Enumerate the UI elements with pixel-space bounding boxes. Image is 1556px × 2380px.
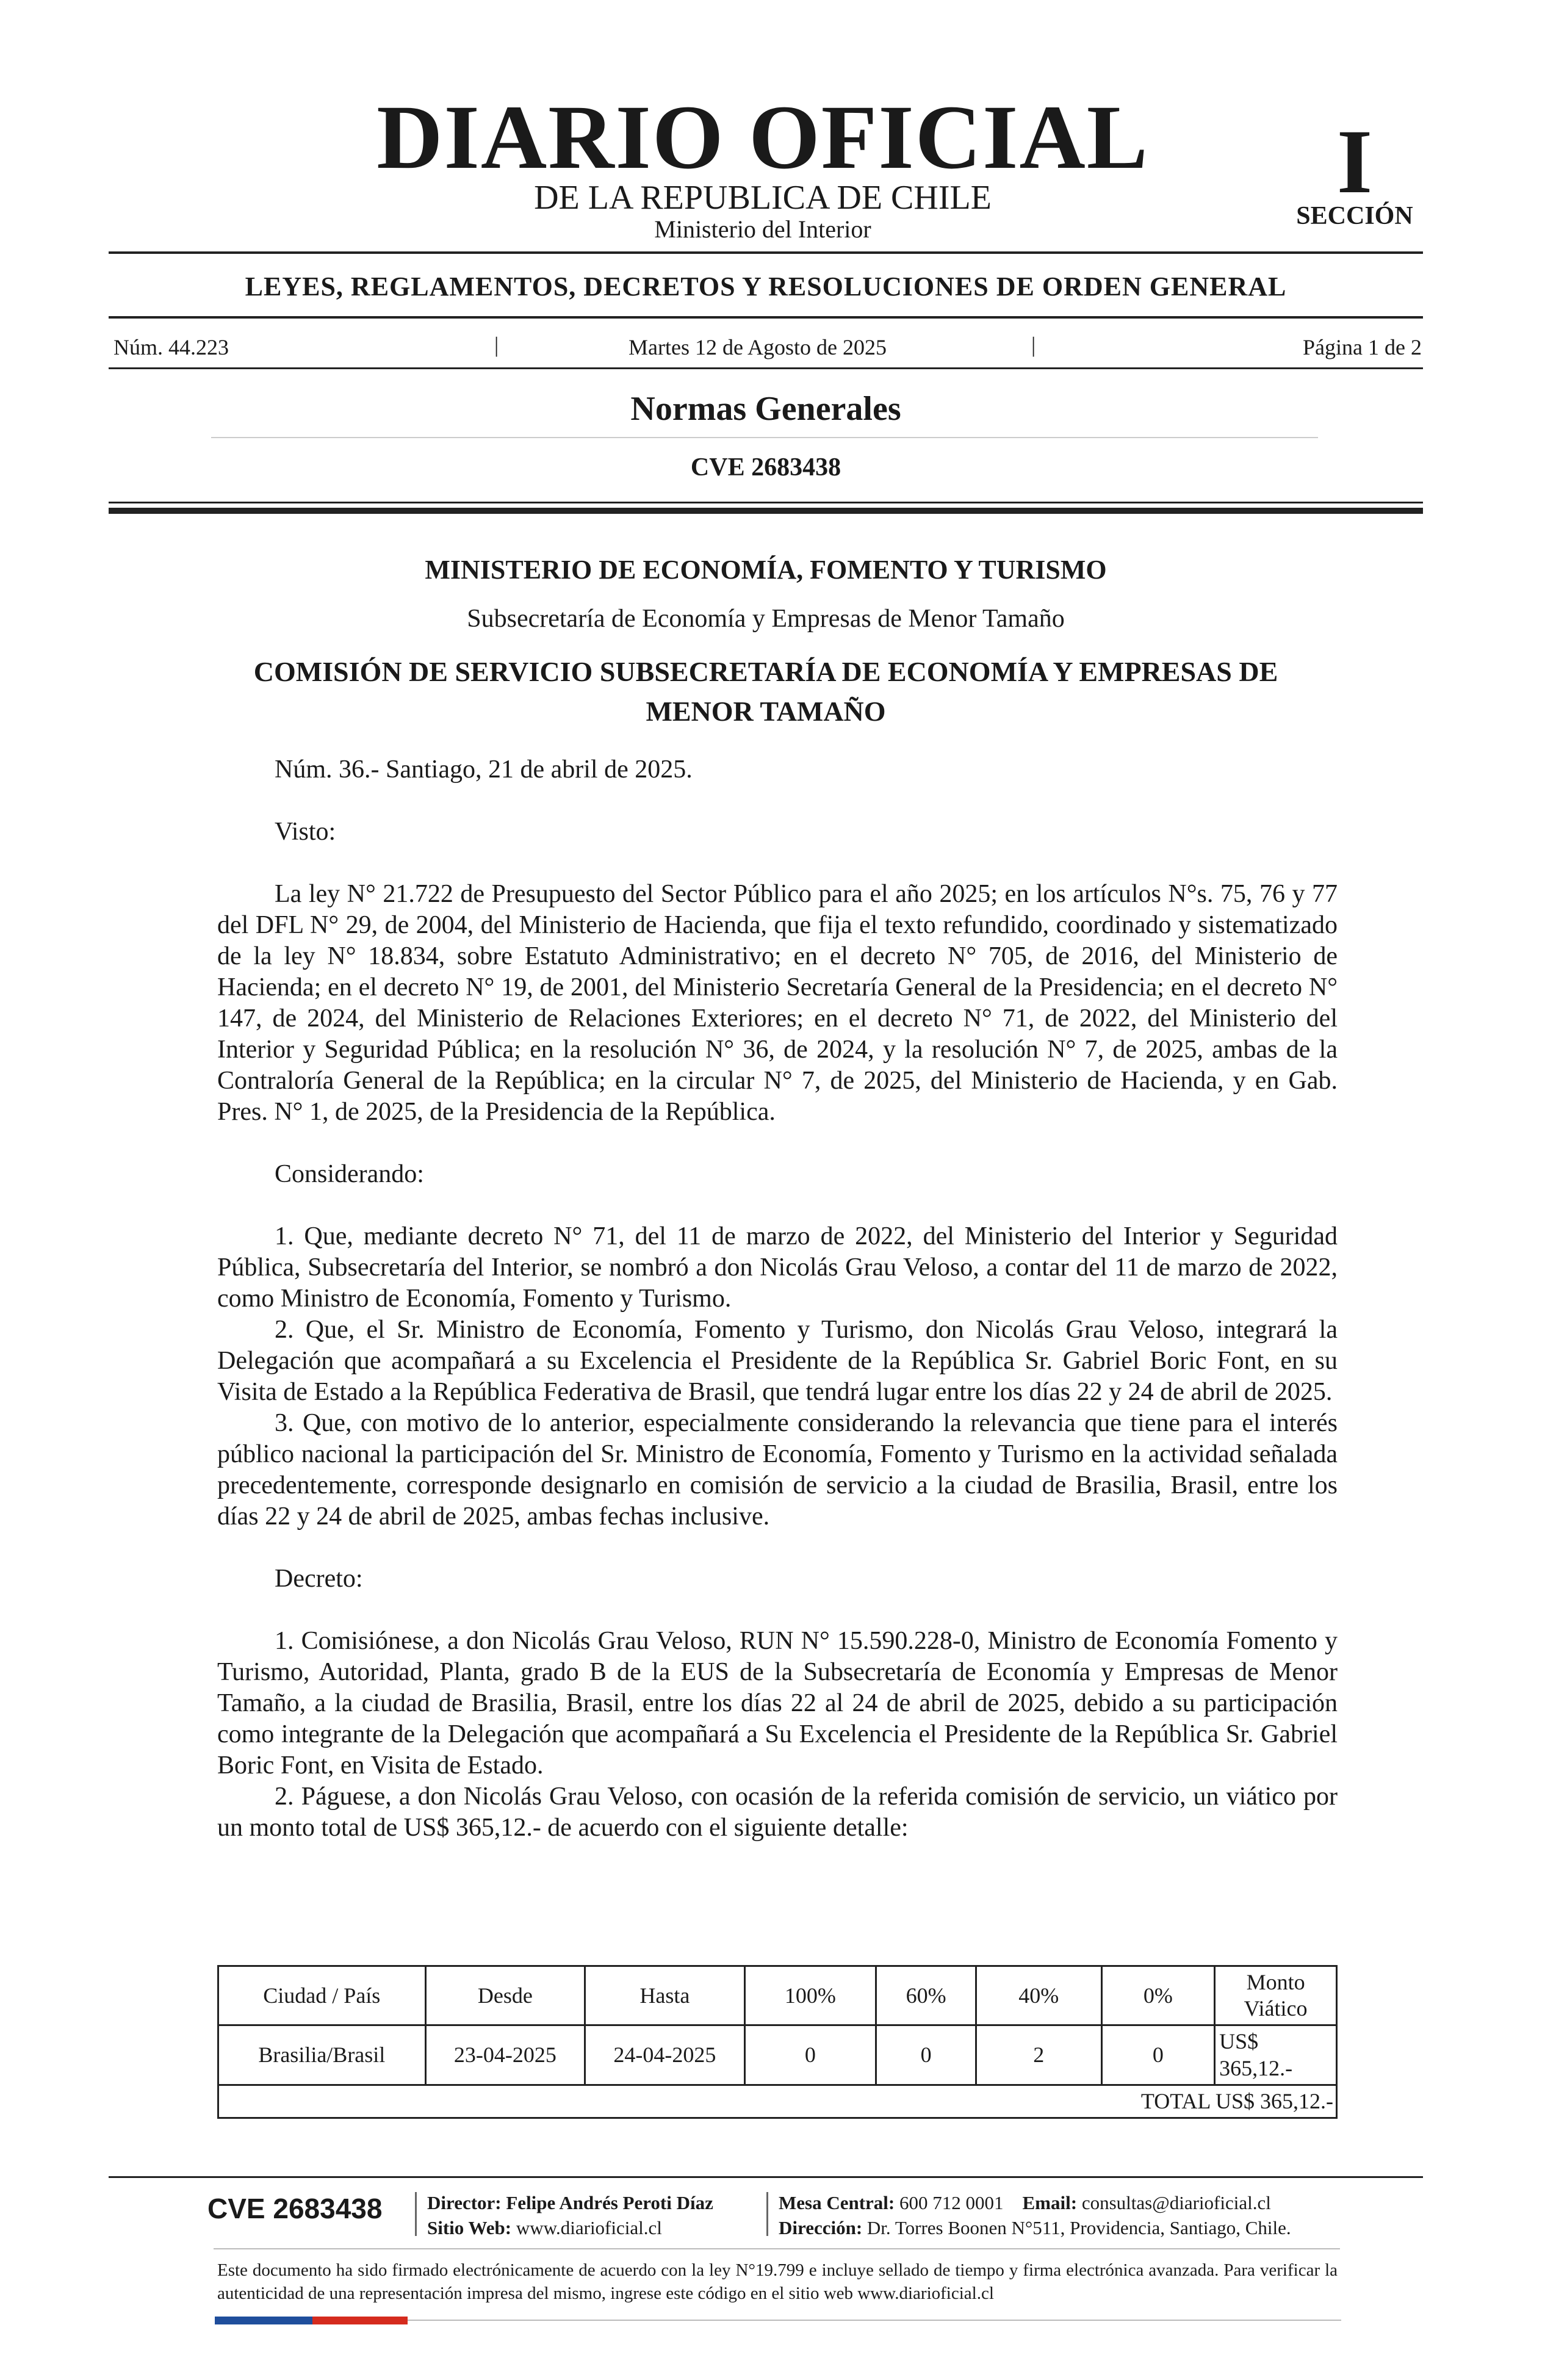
issue-date: Martes 12 de Agosto de 2025 xyxy=(629,335,887,359)
email-label: Email: xyxy=(1022,2192,1078,2213)
address: Dr. Torres Boonen N°511, Providencia, Santiago, Chile. xyxy=(866,2216,1291,2238)
header-rule-mid xyxy=(109,316,1423,319)
table-header: Desde xyxy=(425,1966,585,2025)
section-label: SECCIÓN xyxy=(1296,202,1413,230)
flag-stripe-blue xyxy=(215,2317,312,2324)
table-total-row xyxy=(218,2085,1337,2118)
considerando-paragraph: 2. Que, el Sr. Ministro de Economía, Fomento y Turismo, don Nicolás Grau Veloso, integrará la Delegación que acompañará a su Excelencia el Presidente de la República Sr. Gabriel Boric Font, en su Visita de Estado a la República Federativa de Brasil, que tendrá lugar entre los días 22 y 24 de abril de 2025. xyxy=(217,1316,1338,1406)
viatico-table xyxy=(217,1965,1338,2119)
table-header: Monto Viático xyxy=(1215,1966,1337,2025)
table-header: 40% xyxy=(976,1966,1101,2025)
mesa-phone: 600 712 0001 xyxy=(899,2192,1004,2213)
table-cell: 23-04-2025 xyxy=(425,2025,585,2085)
table-row xyxy=(218,2025,1337,2085)
visto-paragraph: La ley N° 21.722 de Presupuesto del Sector Público para el año 2025; en los artículos N°s. 75, 76 y 77 del DFL N° 29, de 2004, del Ministerio de Hacienda, que fija el texto refundido, coordinado y sistematizado de la ley N° 18.834, sobre Estatuto Administrativo; en el decreto N° 705, de 2016, del Ministerio de Hacienda; en el decreto N° 19, de 2001, del Ministerio Secretaría General de la Presidencia; en el decreto N° 147, de 2024, del Ministerio de Relaciones Exteriores; en el decreto N° 71, de 2022, del Ministerio del Interior y Seguridad Pública; en la resolución N° 36, de 2024, y la resolución N° 7, de 2025, ambas de la Contraloría General de la República; en la circular N° 7, de 2025, del Ministerio de Hacienda, y en Gab. Pres. N° 1, de 2025, de la Presidencia de la República. xyxy=(217,880,1338,1126)
table-header: 60% xyxy=(876,1966,976,2025)
subsecretariat: Subsecretaría de Economía y Empresas de Menor Tamaño xyxy=(467,605,1065,633)
decreto-paragraph: 2. Páguese, a don Nicolás Grau Veloso, con ocasión de la referida comisión de servicio, un viático por un monto total de US$ 365,12.- de acuerdo con el siguiente detalle: xyxy=(217,1783,1338,1842)
flag-stripe-red xyxy=(312,2317,408,2324)
director-label: Director: xyxy=(427,2192,502,2213)
footer-cve-code: CVE 2683438 xyxy=(207,2193,383,2224)
table-cell: 0 xyxy=(876,2025,976,2085)
category-title: LEYES, REGLAMENTOS, DECRETOS Y RESOLUCIONES DE ORDEN GENERAL xyxy=(245,272,1287,301)
decreto-label: Decreto: xyxy=(275,1565,363,1593)
footer-divider xyxy=(766,2192,768,2236)
table-header: 100% xyxy=(744,1966,876,2025)
decree-number: Núm. 36.- Santiago, 21 de abril de 2025. xyxy=(275,755,693,784)
separator: | xyxy=(1031,333,1036,357)
considerando-label: Considerando: xyxy=(275,1160,424,1188)
table-total: TOTAL US$ 365,12.- xyxy=(218,2085,1337,2118)
table-cell: US$ 365,12.- xyxy=(1215,2025,1337,2085)
footer-divider xyxy=(415,2192,417,2236)
considerando-paragraph: 1. Que, mediante decreto N° 71, del 11 de marzo de 2022, del Ministerio del Interior y Seguridad Pública, Subsecretaría del Interior, se nombró a don Nicolás Grau Veloso, a contar del 11 de marzo de 2022, como Ministro de Economía, Fomento y Turismo. xyxy=(217,1222,1338,1313)
double-rule-thick xyxy=(109,508,1423,514)
decreto-paragraph: 1. Comisiónese, a don Nicolás Grau Veloso, RUN N° 15.590.228-0, Ministro de Economía Fomento y Turismo, Autoridad, Planta, grado B de la EUS de la Subsecretaría de Economía y Empresas de Menor Tamaño, a la ciudad de Brasilia, Brasil, entre los días 22 al 24 de abril de 2025, debido a su participación como integrante de la Delegación que acompañará a Su Excelencia el Presidente de la República Sr. Gabriel Boric Font, en Visita de Estado. xyxy=(217,1627,1338,1780)
table-cell: 0 xyxy=(1101,2025,1215,2085)
double-rule-thin xyxy=(109,502,1423,503)
masthead-subtitle: DE LA REPUBLICA DE CHILE xyxy=(534,179,992,217)
document-title: COMISIÓN DE SERVICIO SUBSECRETARÍA DE ECONOMÍA Y EMPRESAS DE MENOR TAMAÑO xyxy=(253,656,1278,727)
masthead-ministry: Ministerio del Interior xyxy=(654,215,871,243)
email-link[interactable]: consultas@diarioficial.cl xyxy=(1081,2192,1271,2213)
section-heading: Normas Generales xyxy=(630,390,901,428)
ministry-heading: MINISTERIO DE ECONOMÍA, FOMENTO Y TURISMO xyxy=(425,555,1107,585)
director-name: Felipe Andrés Peroti Díaz xyxy=(506,2192,713,2213)
issue-number: Núm. 44.223 xyxy=(113,335,229,359)
separator: | xyxy=(494,333,499,357)
table-header: 0% xyxy=(1101,1966,1215,2025)
page-indicator: Página 1 de 2 xyxy=(1303,335,1422,359)
table-cell: 24-04-2025 xyxy=(585,2025,744,2085)
footer-contact-block xyxy=(779,2191,1291,2241)
document-body xyxy=(217,754,1338,1844)
website-link[interactable]: www.diarioficial.cl xyxy=(516,2216,662,2238)
masthead-title: DIARIO OFICIAL xyxy=(376,87,1149,188)
table-header: Ciudad / País xyxy=(218,1966,426,2025)
bottom-rule xyxy=(408,2320,1341,2321)
address-label: Dirección: xyxy=(779,2216,863,2238)
cve-code: CVE 2683438 xyxy=(690,453,841,481)
signature-note: Este documento ha sido firmado electrónicamente de acuerdo con la ley N°19.799 e incluye sellado de tiempo y firma electrónica avanzada. Para verificar la autenticidad de una representación impresa del mismo, ingrese este código en el sitio web www.diarioficial.cl xyxy=(217,2260,1338,2303)
website-label: Sitio Web: xyxy=(427,2216,512,2238)
table-cell: Brasilia/Brasil xyxy=(218,2025,426,2085)
visto-label: Visto: xyxy=(275,818,336,846)
mesa-label: Mesa Central: xyxy=(779,2192,895,2213)
header-rule-top xyxy=(109,251,1423,254)
table-header-row xyxy=(218,1966,1337,2025)
footer-rule xyxy=(109,2176,1423,2178)
considerando-paragraph: 3. Que, con motivo de lo anterior, especialmente considerando la relevancia que tiene para el interés público nacional la participación del Sr. Ministro de Economía, Fomento y Turismo en la actividad señalada precedentemente, corresponde designarlo en comisión de servicio a la ciudad de Brasilia, Brasil, entre los días 22 y 24 de abril de 2025, ambas fechas inclusive. xyxy=(217,1409,1338,1531)
heading-divider xyxy=(211,437,1318,438)
table-cell: 0 xyxy=(744,2025,876,2085)
header-rule-bottom xyxy=(109,367,1423,369)
table-header: Hasta xyxy=(585,1966,744,2025)
table-cell: 2 xyxy=(976,2025,1101,2085)
footer-director-block xyxy=(427,2191,713,2241)
footer-note-rule xyxy=(214,2248,1340,2249)
section-number: I xyxy=(1336,111,1373,212)
